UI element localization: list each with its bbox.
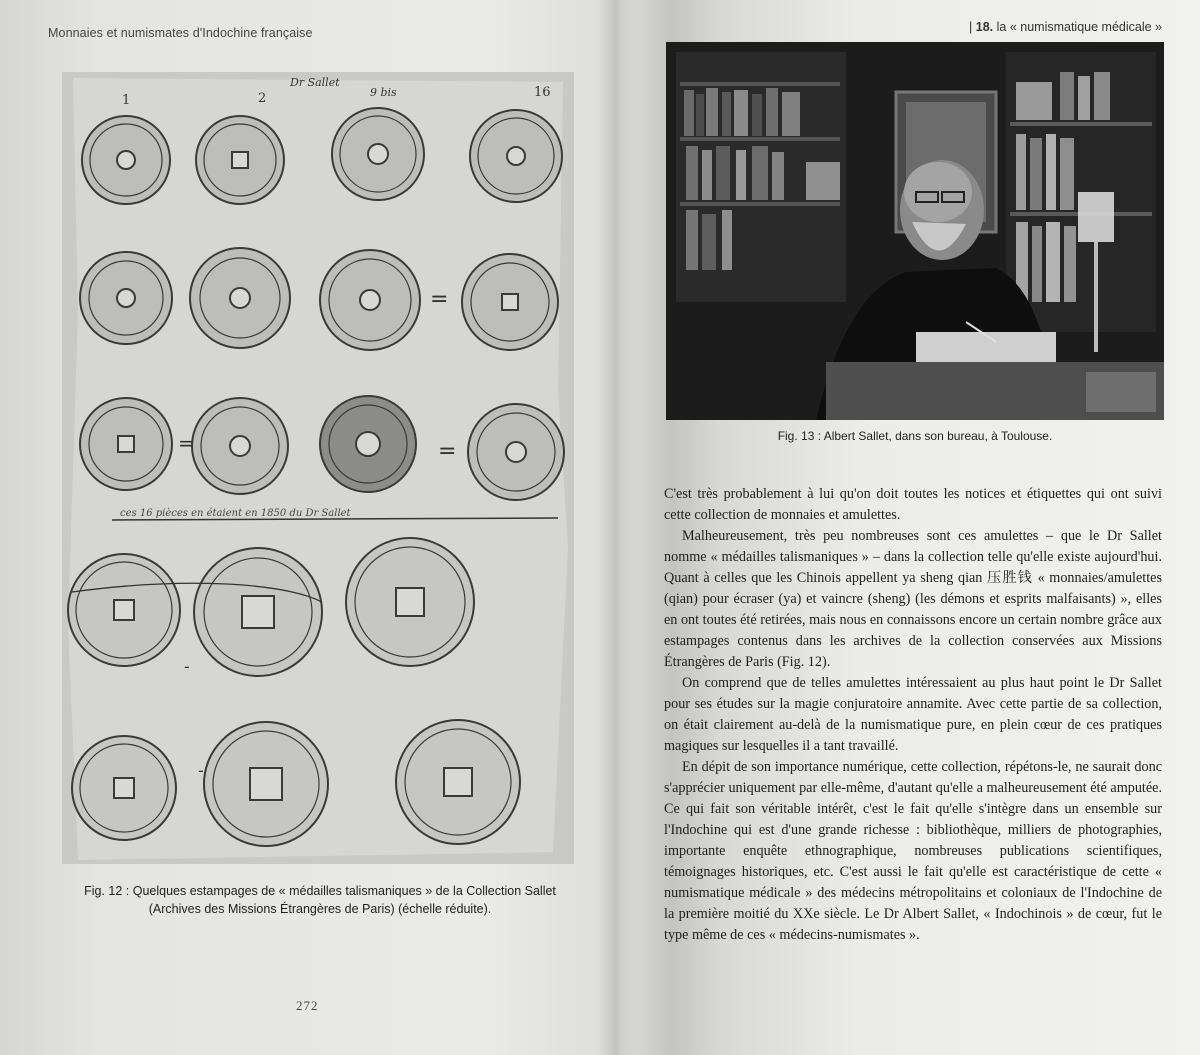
- coin-row-2: [80, 248, 558, 350]
- figure-12-caption-line2: (Archives des Missions Étrangères de Paris) (échelle réduite).: [148, 902, 492, 916]
- figure-13-caption: Fig. 13 : Albert Sallet, dans son bureau, à Toulouse.: [777, 429, 1053, 443]
- running-header-right: | 18. la « numismatique médicale »: [969, 20, 1162, 34]
- svg-text:=: =: [178, 431, 195, 455]
- coin-row-4: [68, 538, 474, 676]
- chapter-number: 18.: [975, 20, 994, 34]
- figure-12-rubbings: [62, 72, 574, 864]
- coin-row-5: [72, 720, 520, 846]
- column-number-4: 16: [534, 85, 551, 100]
- photo-albert-sallet: [666, 42, 1164, 420]
- coin-rubbings-drawing: [62, 72, 574, 864]
- book-gutter: [598, 0, 638, 1055]
- column-number-1: 1: [122, 93, 131, 108]
- running-header-left: Monnaies et numismates d'Indochine française: [48, 26, 313, 40]
- svg-text:=: =: [430, 287, 449, 312]
- figure-12-caption: [60, 882, 580, 918]
- figure-12-caption-line1: Fig. 12 : Quelques estampages de « médailles talismaniques » de la Collection Sallet: [84, 884, 556, 898]
- handwritten-note: ces 16 pièces en étaient en 1850 du Dr Sallet: [120, 508, 351, 519]
- chapter-title: la « numismatique médicale »: [996, 20, 1162, 34]
- paragraph-1: C'est très probablement à lui qu'on doit toutes les notices et étiquettes qui ont suivi cette collection de monnaies et amulettes.: [664, 486, 1162, 523]
- column-number-2: 2: [258, 91, 267, 106]
- paragraph-4: En dépit de son importance numérique, cette collection, répétons-le, ne saurait donc s'apprécier uniquement par elle-même, d'autant qu'elle a malheureusement été amputée. Ce qui fait son véritable intérêt, c'est le fait qu'elle s'intègre dans un ensemble sur l'Indochine qui est d'une grande richesse : bibliothèque, milliers de photographies, importante enquête ethnographique, nombreuses publications scientifiques, témoignages historiques, etc. C'est aussi le fait qu'elle est caractéristique de cette « numismatique médicale » des médecins métropolitains et coloniaux de l'Indochine de la première moitié du XXe siècle. Le Dr Albert Sallet, « Indochinois » de cœur, fut le type même de ces « médecins-numismates ».: [664, 759, 1162, 943]
- svg-text:-: -: [198, 761, 204, 780]
- paragraph-3: On comprend que de telles amulettes intéressaient au plus haut point le Dr Sallet pour ses études sur la magie conjuratoire annamite. Avec cette partie de sa collection, on était clairement au-delà de la numismatique pure, en plein cœur de ces pratiques magiques sur lesquelles il a tant travaillé.: [664, 675, 1162, 754]
- svg-text:=: =: [438, 439, 457, 464]
- coin-row-3: [80, 396, 564, 500]
- figure-13-photo: [666, 42, 1164, 420]
- column-number-3: 9 bis: [370, 86, 397, 99]
- top-annotation: Dr Sallet: [290, 76, 340, 89]
- body-text: [664, 484, 1162, 946]
- svg-text:-: -: [184, 657, 190, 676]
- paragraph-2: Malheureusement, très peu nombreuses sont ces amulettes – que le Dr Sallet nomme « médailles talismaniques » – dans la collection telle qu'elle existe aujourd'hui. Quant à celles que les Chinois appellent ya sheng qian 压胜钱 « monnaies/amulettes (qian) pour écraser (ya) et vaincre (sheng) (les démons et esprits malfaisants) », elles en ont toutes été retirées, mais nous en connaissons encore un certain nombre grâce aux estampages contenus dans les archives de la collection conservées aux Missions Étrangères de Paris (Fig. 12).: [664, 528, 1162, 670]
- page-number: 272: [296, 998, 319, 1013]
- coin-row-1: [82, 108, 562, 204]
